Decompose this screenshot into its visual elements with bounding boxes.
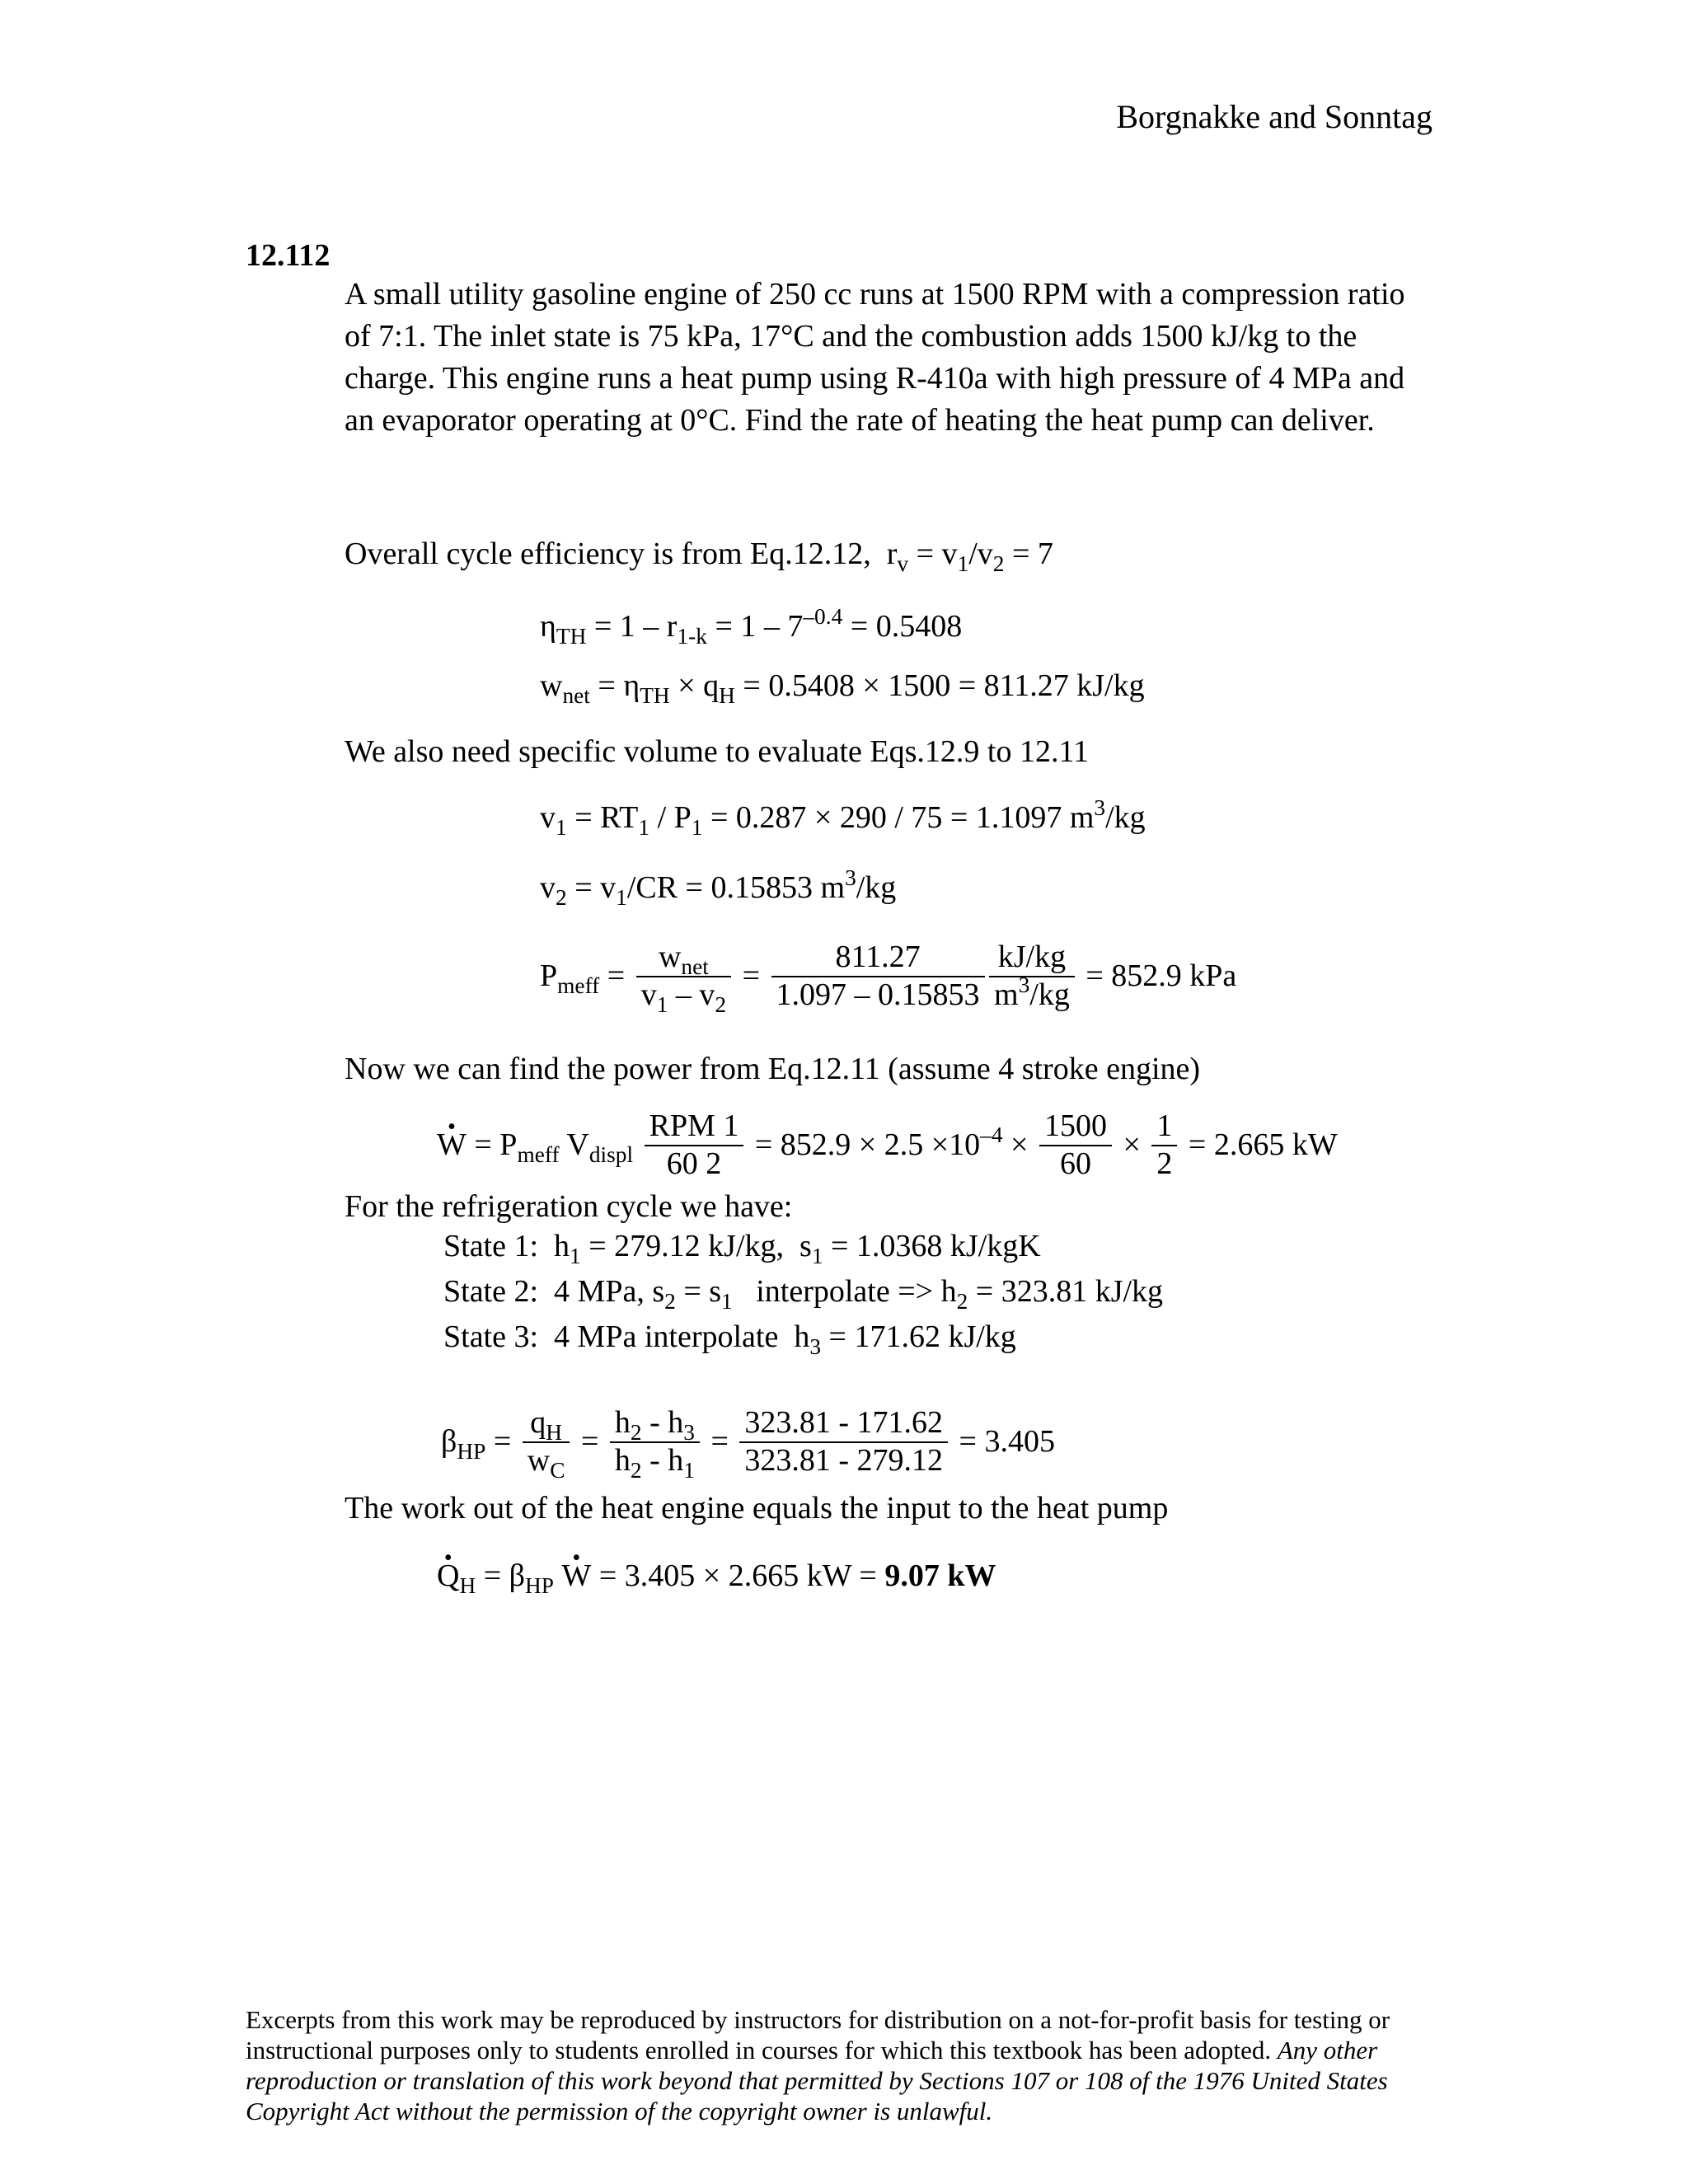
footer-italic: Any other reproduction or translation of this work beyond that permitted by Sections 107 or 108 of the 1976 United States Copyright Act without the permission of the copyright owner is unlawful. — [246, 2036, 1388, 2125]
eta-equation: $\eta_{TH} = 1 - r_{1-k} = 1 - 7^{-0.4} = 0.5408$ — [540, 603, 963, 649]
qh-equation: • $Q_H = \beta_{HP}$ • W = 3.405 × 2.665 kW = 9.07 kW — [437, 1558, 996, 1596]
beta-equation: $\beta_{HP}$ = $\frac{q_H}{w_C}$ = $\frac{h_2 - h_3}{h_2 - h_1}$ = $\frac{323.81 - 171.62}{323.81 - 279.12}$ = 3.405 — [441, 1405, 1055, 1483]
copyright-footer — [246, 2004, 1432, 2126]
page-header-authors: Borgnakke and Sonntag — [1116, 98, 1432, 135]
power-fraction-3: $\frac{1}{2}$ — [1151, 1108, 1177, 1182]
power-intro: Now we can find the power from Eq.12.11 (assume 4 stroke engine) — [345, 1052, 1201, 1086]
beta-fraction-3: $\frac{323.81 - 171.62}{323.81 - 279.12}$ — [739, 1405, 948, 1479]
footer-plain: Excerpts from this work may be reproduced by instructors for distribution on a not-for-profit basis for testing or instructional purposes only to students enrolled in courses for which this textbook has been adopted. — [246, 2005, 1390, 2064]
beta-fraction-1: $\frac{q_H}{w_C}$ — [523, 1405, 570, 1479]
pmeff-equation: $P_{meff}$ = $\frac{w_{net}}{v_1 - v_2}$ = $\frac{811.27}{1.097 - 0.15853}$ $\frac{kJ/kg}{m^3/kg}$ = 852.9 kPa — [540, 940, 1237, 1017]
problem-number: 12.112 — [246, 238, 331, 273]
state-3-line: State 3: 4 MPa interpolate $h_3 = 171.62$ kJ/kg — [443, 1319, 1016, 1359]
beta-fraction-2: $\frac{h_2 - h_3}{h_2 - h_1}$ — [610, 1405, 700, 1479]
state-1-line: State 1: $h_1 = 279.12$ kJ/kg, $s_1 = 1.0368$ kJ/kgK — [443, 1229, 1041, 1268]
efficiency-line — [345, 536, 1053, 574]
refrig-intro: For the refrigeration cycle we have: — [345, 1189, 793, 1224]
final-answer: 9.07 kW — [884, 1558, 996, 1593]
v2-equation: $v_2 = v_1/CR = 0.15853$ $m^3/kg$ — [540, 865, 897, 910]
power-fraction-2: $\frac{1500}{60}$ — [1039, 1108, 1112, 1182]
work-statement: The work out of the heat engine equals the input to the heat pump — [345, 1491, 1169, 1526]
pmeff-unit-fraction: $\frac{kJ/kg}{m^3/kg}$ — [989, 940, 1075, 1013]
power-equation: • $W = P_{meff}$ $V_{displ}$ $\frac{\text{RPM 1}}{60 2}$ = $852.9 \times 2.5 \times 10^{-4}$ × $\frac{1500}{60}$ × $\frac{1}{2}$ = 2.665 kW — [437, 1108, 1338, 1182]
state-2-line: State 2: 4 MPa, $s_2 = s_1$ interpolate => $h_2 = 323.81$ kJ/kg — [443, 1274, 1164, 1314]
efficiency-intro: Overall cycle efficiency is from Eq.12.12, — [345, 537, 871, 571]
problem-statement: A small utility gasoline engine of 250 cc runs at 1500 RPM with a compression ratio of 7:1. The inlet state is 75 kPa, 17°C and the combustion adds 1500 kJ/kg to the charge. This engine runs a heat pump using R-410a with high pressure of 4 MPa and an evaporator operating at 0°C. Find the rate of heating the heat pump can deliver. — [345, 277, 1405, 438]
pmeff-fraction-2: $\frac{811.27}{1.097 - 0.15853}$ — [771, 940, 985, 1013]
power-fraction-1: $\frac{\text{RPM 1}}{60 2}$ — [645, 1108, 744, 1182]
wnet-equation: $w_{net} = \eta_{TH} \times q_H = 0.5408 \times 1500 = 811.27$ kJ/kg — [540, 668, 1145, 708]
pmeff-fraction-1: $\frac{w_{net}}{v_1 - v_2}$ — [636, 940, 731, 1013]
v1-equation: $v_1 = RT_1 / P_1 = 0.287 \times 290 / 75 = 1.1097$ $m^3/kg$ — [540, 794, 1146, 840]
specvol-intro: We also need specific volume to evaluate Eqs.12.9 to 12.11 — [345, 734, 1090, 769]
rv-equation: $r_v = v_1/v_2 = 7$ — [886, 537, 1053, 576]
